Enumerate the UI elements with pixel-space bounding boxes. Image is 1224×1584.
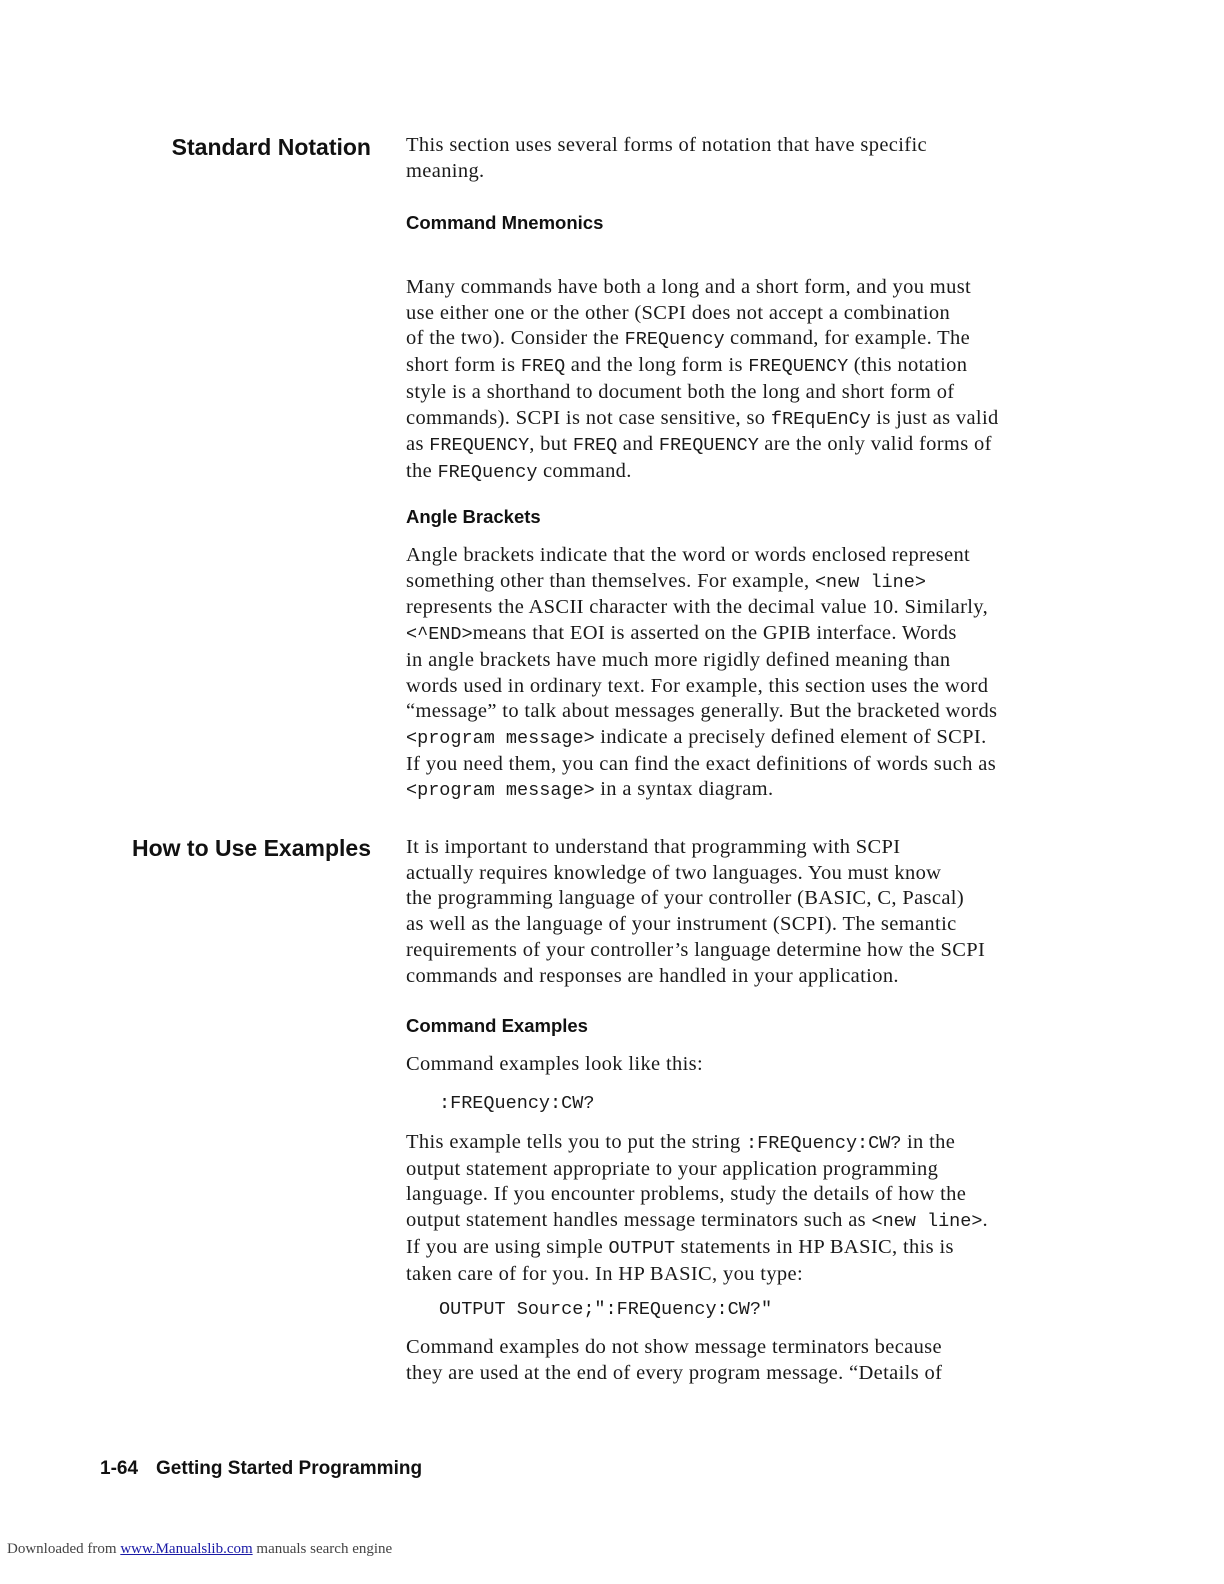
- standard-notation-intro: [406, 133, 1086, 184]
- text-line: taken care of for you. In HP BASIC, you type:: [406, 1262, 804, 1285]
- text-line: This example tells you to put the string :FREQuency:CW? in the: [406, 1131, 956, 1154]
- how-to-use-examples-text: [406, 835, 1086, 989]
- inline-code: fREquEnCy: [770, 408, 871, 430]
- inline-code: FREQUENCY: [748, 356, 849, 378]
- text-line: style is a shorthand to document both the long and short form of: [406, 380, 955, 403]
- subheading-command-mnemonics: Command Mnemonics: [406, 212, 604, 233]
- inline-code: FREQUENCY: [429, 435, 530, 457]
- download-note: [7, 1541, 392, 1558]
- chapter-title: Getting Started Programming: [156, 1458, 423, 1479]
- text-line: actually requires knowledge of two languages. You must know: [406, 861, 942, 884]
- inline-code: <program message>: [406, 780, 595, 802]
- text-line: short form is FREQ and the long form is FREQUENCY (this notation: [406, 354, 968, 378]
- inline-code: OUTPUT: [608, 1237, 676, 1259]
- text-line: <^END>means that EOI is asserted on the GPIB interface. Words: [406, 622, 957, 646]
- section-heading-how-to-use-examples: How to Use Examples: [131, 835, 371, 861]
- text-line: the FREQuency command.: [406, 459, 632, 483]
- text-line: as FREQUENCY, but FREQ and FREQUENCY are the only valid forms of: [406, 433, 992, 457]
- text-line: commands and responses are handled in your application.: [406, 964, 899, 987]
- text-line: the programming language of your controller (BASIC, C, Pascal): [406, 887, 964, 910]
- inline-code: <^END>: [406, 624, 473, 646]
- code-example-2: OUTPUT Source;":FREQuency:CW?": [439, 1299, 773, 1320]
- inline-code: <program message>: [406, 727, 595, 749]
- inline-code: <new line>: [814, 571, 926, 593]
- text-line: output statement appropriate to your application programming: [406, 1157, 939, 1180]
- paragraph: [406, 1335, 1086, 1386]
- text-line: This section uses several forms of notation that have specific: [406, 134, 927, 156]
- inline-code: FREQuency: [624, 329, 725, 351]
- manualslib-link[interactable]: www.Manualslib.com: [120, 1541, 253, 1557]
- inline-code: FREQ: [572, 435, 618, 457]
- text-line: It is important to understand that programming with SCPI: [406, 836, 901, 858]
- text-line: they are used at the end of every program message. “Details of: [406, 1361, 943, 1384]
- text-line: represents the ASCII character with the decimal value 10. Similarly,: [406, 596, 989, 619]
- subheading-angle-brackets: Angle Brackets: [406, 506, 541, 527]
- inline-code: FREQuency: [437, 461, 538, 483]
- text-line: Angle brackets indicate that the word or words enclosed represent: [406, 544, 971, 566]
- paragraph: [406, 543, 1086, 804]
- section-heading-standard-notation: Standard Notation: [171, 134, 371, 160]
- page-number: 1-64: [100, 1458, 139, 1479]
- text-line: something other than themselves. For example, <new line>: [406, 569, 926, 593]
- paragraph: [406, 133, 1086, 184]
- command-examples-intro: [406, 1052, 1086, 1078]
- inline-code: FREQ: [520, 356, 566, 378]
- text-line: in angle brackets have much more rigidly defined meaning than: [406, 648, 951, 671]
- command-mnemonics-text: [406, 275, 1086, 486]
- paragraph: [406, 1052, 1086, 1078]
- paragraph: [406, 1130, 1086, 1287]
- text-line: Many commands have both a long and a short form, and you must: [406, 276, 972, 298]
- angle-brackets-block: [406, 506, 1086, 528]
- subheading-command-examples: Command Examples: [406, 1015, 588, 1036]
- command-examples-closing: [406, 1335, 1086, 1386]
- text-line: <program message> indicate a precisely defined element of SCPI.: [406, 725, 987, 749]
- text-line: If you need them, you can find the exact definitions of words such as: [406, 752, 997, 775]
- text-line: meaning.: [406, 159, 485, 182]
- text-line: Command examples do not show message terminators because: [406, 1336, 942, 1358]
- code-example-1: :FREQuency:CW?: [439, 1093, 595, 1114]
- text-line: If you are using simple OUTPUT statements in HP BASIC, this is: [406, 1235, 954, 1259]
- command-mnemonics-block: [406, 212, 1086, 234]
- paragraph: [406, 275, 1086, 486]
- text-line: commands). SCPI is not case sensitive, so fREquEnCy is just as valid: [406, 406, 999, 430]
- command-examples-text: [406, 1130, 1086, 1287]
- text-line: use either one or the other (SCPI does not accept a combination: [406, 301, 951, 324]
- paragraph: [406, 835, 1086, 989]
- inline-code: FREQUENCY: [658, 435, 759, 457]
- angle-brackets-text: [406, 543, 1086, 804]
- text-line: language. If you encounter problems, study the details of how the: [406, 1183, 967, 1206]
- text-line: Command examples look like this:: [406, 1053, 704, 1075]
- inline-code: :FREQuency:CW?: [746, 1133, 902, 1154]
- download-suffix: manuals search engine: [252, 1541, 393, 1557]
- text-line: <program message> in a syntax diagram.: [406, 778, 774, 802]
- text-line: as well as the language of your instrument (SCPI). The semantic: [406, 913, 957, 936]
- text-line: output statement handles message terminators such as <new line>.: [406, 1209, 988, 1233]
- text-line: of the two). Consider the FREQuency command, for example. The: [406, 327, 971, 351]
- text-line: “message” to talk about messages generally. But the bracketed words: [406, 700, 998, 723]
- command-examples-block: [406, 1015, 1086, 1037]
- text-line: words used in ordinary text. For example, this section uses the word: [406, 674, 989, 697]
- download-prefix: Downloaded from: [7, 1541, 121, 1557]
- text-line: requirements of your controller’s language determine how the SCPI: [406, 938, 986, 961]
- page-footer: [100, 1458, 422, 1480]
- inline-code: <new line>: [871, 1211, 983, 1233]
